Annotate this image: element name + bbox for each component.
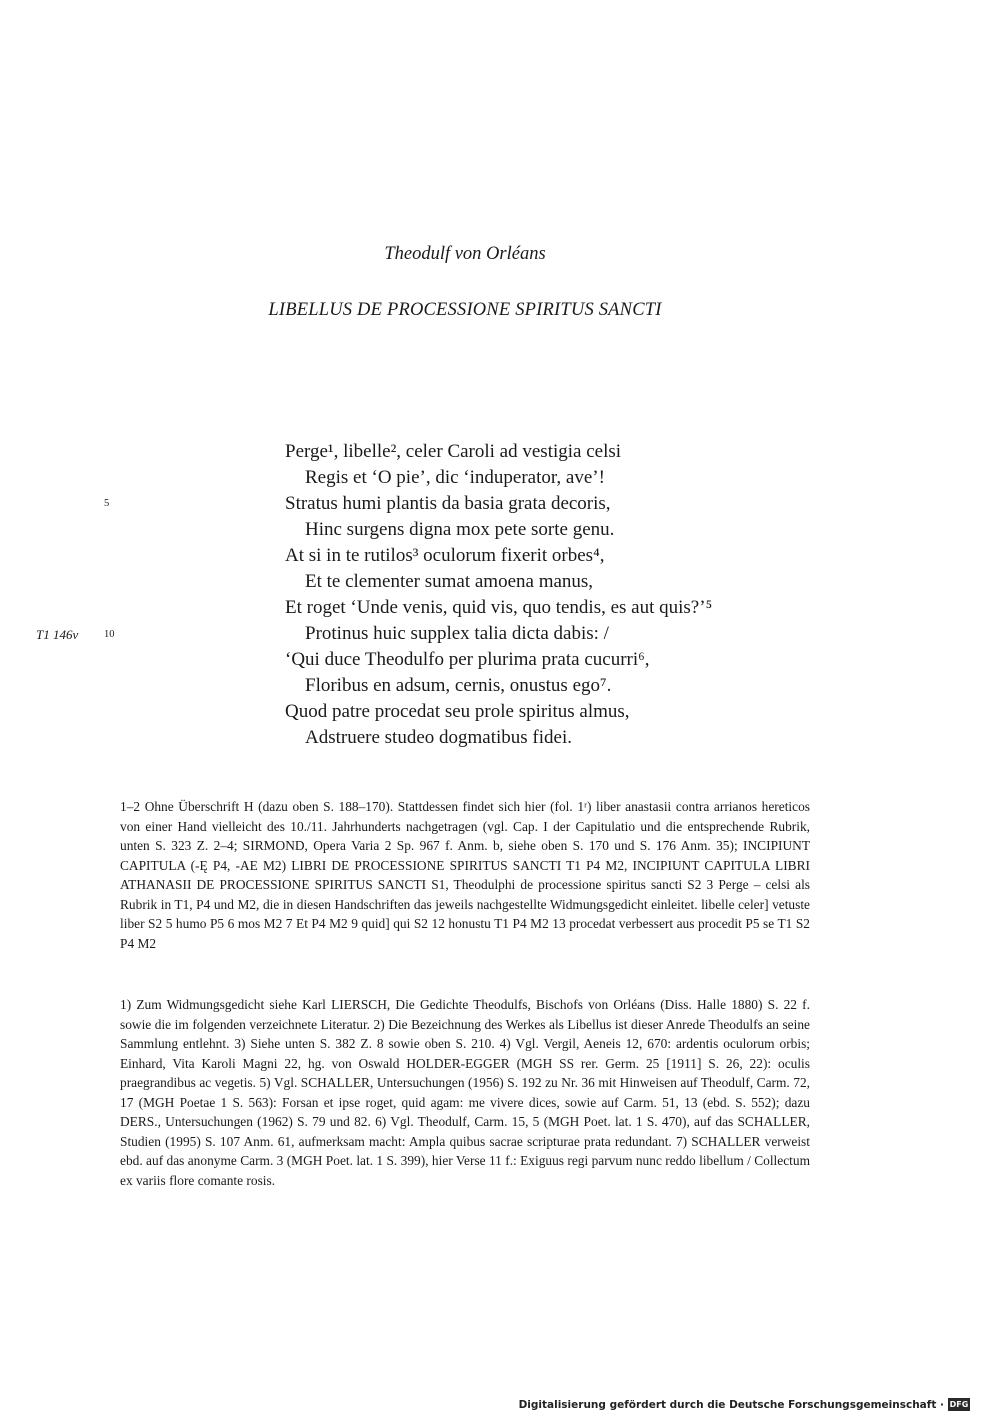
critical-apparatus: 1–2 Ohne Überschrift H (dazu oben S. 188–170). Stattdessen findet sich hier (fol. 1ʳ) liber anastasii contra arrianos hereticos von einer Hand vielleicht des 10./11. Jahrhunderts nachgetragen (vgl. Cap. I der Capitulatio und die entsprechende Rubrik, unten S. 323 Z. 2–4; SIRMOND, Opera Varia 2 Sp. 967 f. Anm. b, siehe oben S. 170 und S. 176 Anm. 35); INCIPIUNT CAPITULA (-Ę P4, -AE M2) LIBRI DE PROCESSIONE SPIRITUS SANCTI T1 P4 M2, INCIPIUNT CAPITULA LIBRI ATHANASII DE PROCESSIONE SPIRITUS SANCTI S1, Theodulphi de processione spiritus sancti S2 3 Perge – celsi als Rubrik in T1, P4 und M2, die in diesen Handschriften das jeweils nachgestellte Widmungsgedicht einleitet. libelle celer] vetuste liber S2 5 humo P5 6 mos M2 7 Et P4 M2 9 quid] qui S2 12 honustu T1 P4 M2 13 procedat verbessert aus procedit P5 se T1 S2 P4 M2 — [120, 799, 810, 951]
poem-line: At si in te rutilos³ oculorum fixerit orbes⁴, — [285, 545, 605, 566]
work-title: LIBELLUS DE PROCESSIONE SPIRITUS SANCTI — [268, 300, 662, 320]
digitization-credit — [519, 1398, 970, 1411]
poem-line: Floribus en adsum, cernis, onustus ego⁷. — [305, 675, 612, 696]
poem-line: ‘Qui duce Theodulfo per plurima prata cucurri⁶, — [285, 649, 650, 670]
author-heading: Theodulf von Orléans — [384, 244, 546, 264]
poem-line: Protinus huic supplex talia dicta dabis: / — [305, 623, 609, 644]
poem-line: Perge¹, libelle², celer Caroli ad vestigia celsi — [285, 441, 622, 462]
poem-line: Et te clementer sumat amoena manus, — [305, 571, 594, 592]
credit-text: Digitalisierung gefördert durch die Deutsche Forschungsgemeinschaft · — [518, 1398, 944, 1411]
poem-line: Et roget ‘Unde venis, quid vis, quo tendis, es aut quis?’⁵ — [285, 597, 713, 618]
line-number-10: 10 — [104, 629, 115, 640]
line-number-5: 5 — [104, 498, 110, 509]
poem-line: Adstruere studeo dogmatibus fidei. — [305, 727, 573, 748]
footnotes: 1) Zum Widmungsgedicht siehe Karl LIERSCH, Die Gedichte Theodulfs, Bischofs von Orléans (Diss. Halle 1880) S. 22 f. sowie die im folgenden verzeichnete Literatur. 2) Die Bezeichnung des Werkes als Libellus ist dieser Anrede Theodulfs an seine Sammlung entlehnt. 3) Siehe unten S. 382 Z. 8 sowie oben S. 210. 4) Vgl. Vergil, Aeneis 12, 670: ardentis oculorum orbis; Einhard, Vita Karoli Magni 22, hg. von Oswald HOLDER-EGGER (MGH SS rer. Germ. 25 [1911] S. 26, 22): oculis praegrandibus ac vegetis. 5) Vgl. SCHALLER, Untersuchungen (1956) S. 192 zu Nr. 36 mit Hinweisen auf Theodulf, Carm. 72, 17 (MGH Poetae 1 S. 563): Forsan et ipse roget, quid agam: me vivere dices, sowie auf Carm. 51, 13 (ebd. S. 552); dazu DERS., Untersuchungen (1962) S. 79 und 82. 6) Vgl. Theodulf, Carm. 15, 5 (MGH Poet. lat. 1 S. 470), auf das SCHALLER, Studien (1995) S. 107 Anm. 61, aufmerksam macht: Ampla quibus sacrae scripturae prata redundant. 7) SCHALLER verweist ebd. auf das anonyme Carm. 3 (MGH Poet. lat. 1 S. 399), hier Verse 11 f.: Exiguus regi parvum nunc reddo libellum / Collectum ex variis flore comante rosis. — [120, 997, 810, 1188]
poem-line: Stratus humi plantis da basia grata decoris, — [285, 493, 611, 514]
poem-text — [285, 439, 845, 751]
poem-line: Hinc surgens digna mox pete sorte genu. — [305, 519, 615, 540]
poem-line: Quod patre procedat seu prole spiritus almus, — [285, 701, 630, 722]
manuscript-folio-ref: T1 146v — [36, 627, 79, 642]
dfg-logo: DFG — [949, 1400, 969, 1409]
poem-line: Regis et ‘O pie’, dic ‘induperator, ave’! — [305, 467, 605, 488]
